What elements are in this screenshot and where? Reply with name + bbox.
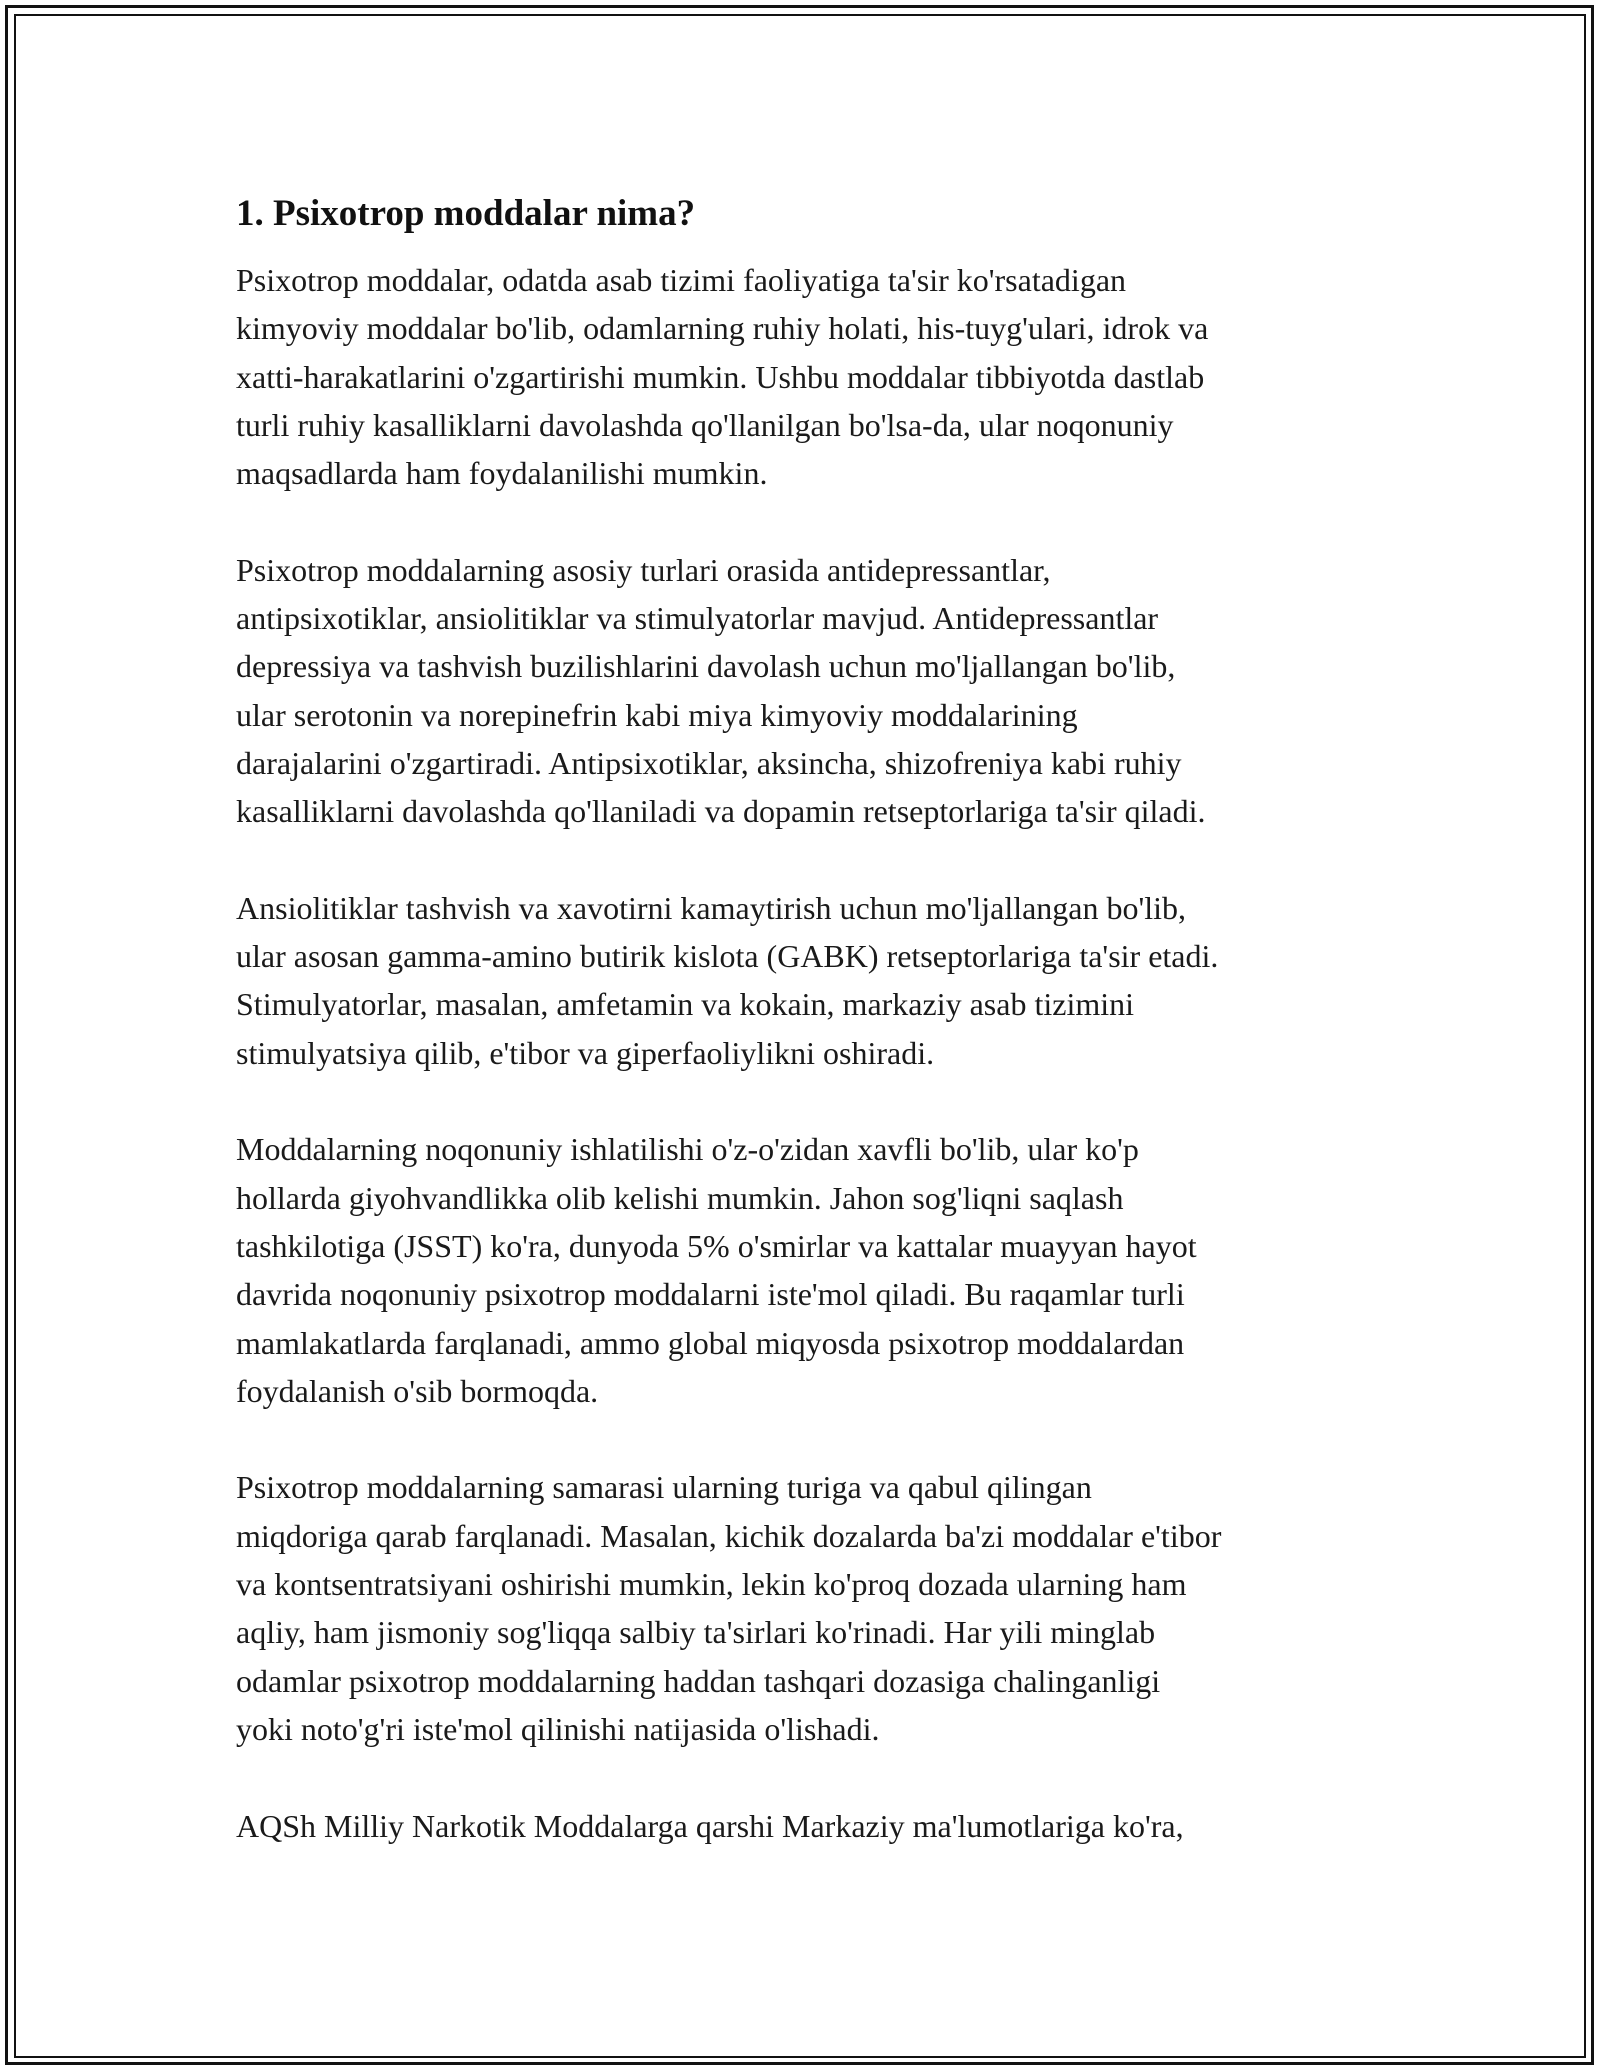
paragraph-line: kimyoviy moddalar bo'lib, odamlarning ruhiy holati, his-tuyg'ulari, idrok va — [236, 310, 1209, 347]
paragraph-line: mamlakatlarda farqlanadi, ammo global miqyosda psixotrop moddalardan — [236, 1324, 1185, 1361]
paragraph-line: foydalanish o'sib bormoqda. — [236, 1372, 599, 1409]
paragraph-line: miqdoriga qarab farqlanadi. Masalan, kichik dozalarda ba'zi moddalar e'tibor — [236, 1517, 1222, 1554]
paragraph-line: xatti-harakatlarini o'zgartirishi mumkin. Ushbu moddalar tibbiyotda dastlab — [236, 358, 1205, 395]
paragraph-line: Moddalarning noqonuniy ishlatilishi o'z-o'zidan xavfli bo'lib, ular ko'p — [236, 1131, 1139, 1168]
paragraph-line: ular serotonin va norepinefrin kabi miya kimyoviy moddalarining — [236, 696, 1078, 733]
paragraph-6 — [236, 1802, 1376, 1850]
paragraph-line: davrida noqonuniy psixotrop moddalarni iste'mol qiladi. Bu raqamlar turli — [236, 1276, 1185, 1313]
paragraph-line: ular asosan gamma-amino butirik kislota (GABK) retseptorlariga ta'sir etadi. — [236, 938, 1219, 975]
paragraph-3 — [236, 884, 1376, 1077]
paragraph-line: va kontsentratsiyani oshirishi mumkin, lekin ko'proq dozada ularning ham — [236, 1566, 1187, 1603]
paragraph-line: Psixotrop moddalarning samarasi ularning turiga va qabul qilingan — [236, 1469, 1092, 1506]
paragraph-line: kasalliklarni davolashda qo'llaniladi va dopamin retseptorlariga ta'sir qiladi. — [236, 793, 1206, 830]
document-body — [236, 186, 1376, 1898]
paragraph-4 — [236, 1125, 1376, 1415]
paragraph-line: turli ruhiy kasalliklarni davolashda qo'llanilgan bo'lsa-da, ular noqonuniy — [236, 406, 1174, 443]
paragraph-line: aqliy, ham jismoniy sog'liqqa salbiy ta'sirlari ko'rinadi. Har yili minglab — [236, 1614, 1156, 1651]
paragraph-line: Psixotrop moddalarning asosiy turlari orasida antidepressantlar, — [236, 551, 1051, 588]
paragraph-line: yoki noto'g'ri iste'mol qilinishi natijasida o'lishadi. — [236, 1710, 880, 1747]
paragraph-line: depressiya va tashvish buzilishlarini davolash uchun mo'ljallangan bo'lib, — [236, 648, 1176, 685]
paragraph-line: AQSh Milliy Narkotik Moddalarga qarshi Markaziy ma'lumotlariga ko'ra, — [236, 1807, 1184, 1844]
paragraph-1 — [236, 256, 1376, 497]
paragraph-5 — [236, 1463, 1376, 1753]
paragraph-line: Psixotrop moddalar, odatda asab tizimi faoliyatiga ta'sir ko'rsatadigan — [236, 262, 1127, 298]
paragraph-line: hollarda giyohvandlikka olib kelishi mumkin. Jahon sog'liqni saqlash — [236, 1179, 1124, 1216]
paragraph-line: Ansiolitiklar tashvish va xavotirni kamaytirish uchun mo'ljallangan bo'lib, — [236, 889, 1187, 926]
paragraph-line: tashkilotiga (JSST) ko'ra, dunyoda 5% o'smirlar va kattalar muayyan hayot — [236, 1227, 1197, 1264]
paragraph-line: Stimulyatorlar, masalan, amfetamin va kokain, markaziy asab tizimini — [236, 986, 1134, 1023]
section-heading: 1. Psixotrop moddalar nima? — [236, 193, 696, 234]
paragraph-line: stimulyatsiya qilib, e'tibor va giperfaoliylikni oshiradi. — [236, 1034, 935, 1071]
paragraph-line: antipsixotiklar, ansiolitiklar va stimulyatorlar mavjud. Antidepressantlar — [236, 600, 1159, 637]
paragraph-line: darajalarini o'zgartiradi. Antipsixotiklar, aksincha, shizofreniya kabi ruhiy — [236, 744, 1182, 781]
paragraph-2 — [236, 546, 1376, 836]
paragraph-line: maqsadlarda ham foydalanilishi mumkin. — [236, 455, 768, 492]
paragraph-line: odamlar psixotrop moddalarning haddan tashqari dozasiga chalinganligi — [236, 1662, 1161, 1699]
